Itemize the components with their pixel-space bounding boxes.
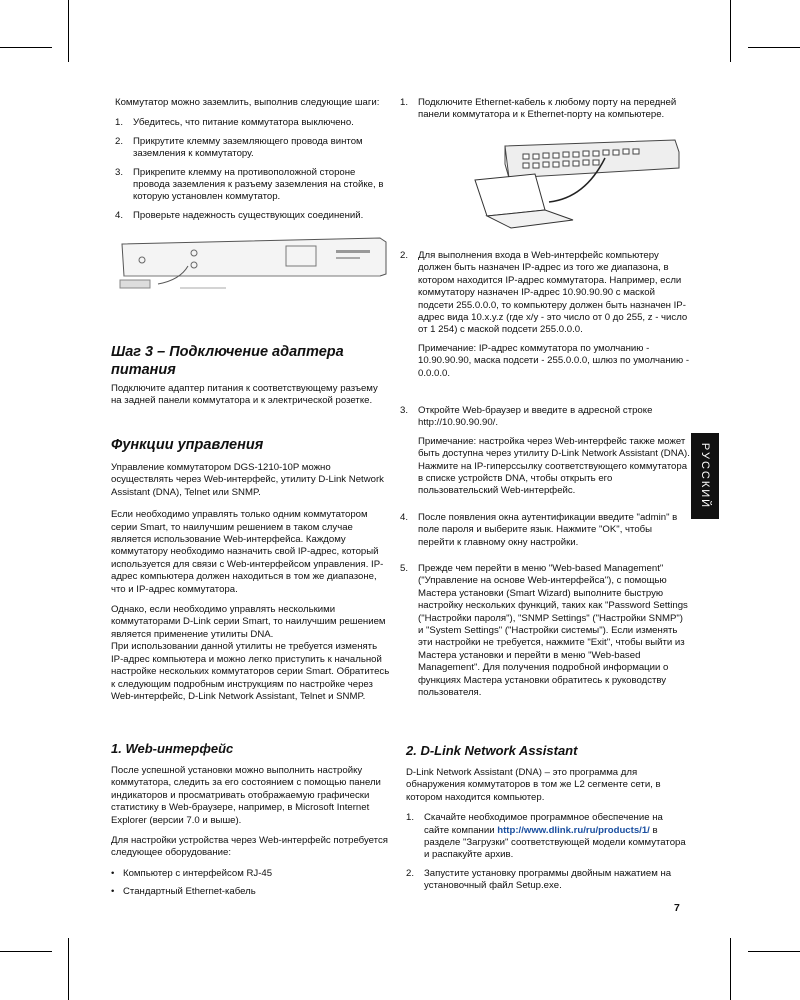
page-number: 7 [674, 902, 680, 914]
power-adapter-section [111, 343, 386, 416]
crop-mark [0, 951, 52, 952]
switch-rear-panel-illustration [118, 236, 390, 298]
note: Примечание: IP-адрес коммутатора по умолчанию - 10.90.90.90, маска подсети - 255.0.0.0, шлюз по умолчанию - 0.0.0.0. [418, 342, 690, 379]
list-item: 3. Откройте Web-браузер и введите в адресной строке http://10.90.90.90/. [400, 405, 653, 429]
paragraph: После успешной установки можно выполнить настройку коммутатора, следить за его состоянием с помощью панели индикаторов и просматривать отображаемую графически статистику в Web-браузере, например, в Microsoft Internet Explorer (версии 7.0 и выше). [111, 765, 381, 826]
grounding-intro: Коммутатор можно заземлить, выполнив следующие шаги: [115, 97, 380, 108]
dna-section [406, 743, 690, 899]
list-item: • Компьютер с интерфейсом RJ-45 [111, 867, 273, 879]
list-item: 4. После появления окна аутентификации введите "admin" в поле пароля и выберите язык. Нажмите "OK", чтобы перейти к главному окну настройки. [400, 512, 678, 548]
paragraph: Если необходимо управлять только одним коммутатором серии Smart, то наилучшим решением в таком случае является использование Web-интерфейса. Каждому коммутатору необходимо назначить свой IP-адрес, который используется для связи с Web-интерфейсом управления. IP-адрес компьютера должен находиться в том же диапазоне, что и IP-адрес коммутатора. [111, 509, 384, 595]
right-step-5 [400, 563, 690, 705]
list-item: 2. Для выполнения входа в Web-интерфейс компьютеру должен быть назначен IP-адрес из того же диапазона, в котором находится IP-адрес коммутатора. Например, если коммутатору назначен IP-адрес 10.90.90.90 с маской подсети 255.0.0.0, то компьютеру должен быть назначен IP-адрес вида 10.x.y.z (где x/y - это число от 0 до 255, z - число от 1 254) с маской подсети 255.0.0.0. [400, 250, 688, 336]
crop-mark [68, 938, 69, 1000]
paragraph: Для настройки устройства через Web-интерфейс потребуется следующее оборудование: [111, 835, 388, 859]
right-step-3 [400, 405, 690, 506]
list-item: • Стандартный Ethernet-кабель [111, 886, 256, 898]
list-item: 2. Запустите установку программы двойным нажатием на установочный файл Setup.exe. [406, 867, 672, 892]
list-item: 2. Прикрутите клемму заземляющего провода винтом заземления к коммутатору. [115, 135, 363, 160]
crop-mark [0, 47, 52, 48]
right-step-2 [400, 250, 690, 388]
management-section [111, 436, 391, 711]
crop-mark [748, 47, 800, 48]
section-heading: 2. D-Link Network Assistant [406, 743, 578, 758]
list-item: 4. Проверьте надежность существующих соединений. [115, 209, 364, 221]
section-heading: Функции управления [111, 437, 264, 453]
list-item: 3. Прикрепите клемму на противоположной стороне провода заземления к разъему заземления на стойке, в которую установлен коммутатор. [115, 166, 384, 203]
crop-mark [68, 0, 69, 62]
paragraph: D-Link Network Assistant (DNA) – это программа для обнаружения коммутаторов в том же L2 сегменте сети, в котором находится компьютер. [406, 767, 661, 803]
web-interface-section [111, 741, 391, 905]
crop-mark [730, 0, 731, 62]
note: Примечание: настройка через Web-интерфейс также может быть доступна через утилиту D-Link Network Assistant (DNA). Нажмите на IP-гиперссылку соответствующего коммутатора в списке устройств DNA, чтобы открыть его пользовательский Web-интерфейс. [418, 435, 690, 497]
language-tab: РУССКИЙ [691, 433, 719, 519]
dlink-products-link[interactable]: http://www.dlink.ru/ru/products/1/ [497, 824, 650, 836]
section-heading: 1. Web-интерфейс [111, 741, 234, 756]
right-step-4 [400, 512, 690, 555]
list-item: 5. Прежде чем перейти в меню "Web-based Management" ("Управление на основе Web-интерфейса"), с помощью Мастера установки (Smart Wizard) выполните быструю настройку нескольких функций, таких как "Password Settings ("Настройки пароля"), "SNMP Settings" ("Настройки SNMP") и "System Settings" ("Настройки системы"). Если изменять эти настройки не требуется, нажмите "Exit", чтобы выйти из Мастера установки и перейти в меню "Web-based Management". Для получения подробной информации о функциях Мастера установки обратитесь к руководству пользователя. [400, 563, 688, 699]
grounding-section [115, 97, 390, 228]
list-item: 1. Скачайте необходимое программное обеспечение на сайте компании http://www.dlink.ru/ru/products/1/ в разделе "Загрузки" соответствующей модели коммутатора и распакуйте архив. [406, 812, 686, 861]
crop-mark [730, 938, 731, 1000]
crop-mark [748, 951, 800, 952]
paragraph: Управление коммутатором DGS-1210-10P можно осуществлять через Web-интерфейс, утилиту D-Link Network Assistant (DNA), Telnet или SNMP. [111, 462, 384, 498]
paragraph: При использовании данной утилиты не требуется изменять IP-адрес компьютера и можно легко приступить к начальной настройке нескольких коммутаторов серии Smart. Обратитесь к следующим подробным инструкциям по настройке через Web-интерфейс, D-Link Network Assistant, Telnet и SNMP. [111, 641, 390, 702]
section-heading: Шаг 3 – Подключение адаптера питания [111, 344, 344, 378]
section-text: Подключите адаптер питания к соответствующему разъему на задней панели коммутатора и к электрической розетке. [111, 383, 378, 407]
list-item: 1. Убедитесь, что питание коммутатора выключено. [115, 117, 354, 129]
laptop-switch-illustration [465, 138, 685, 230]
paragraph: Однако, если необходимо управлять несколькими коммутаторами D-Link серии Smart, то наилучшим решением является применение утилиты DNA. [111, 604, 386, 640]
right-step-1 [400, 97, 690, 128]
list-item: 1. Подключите Ethernet-кабель к любому порту на передней панели коммутатора и к Ethernet-порту на компьютере. [400, 97, 677, 121]
